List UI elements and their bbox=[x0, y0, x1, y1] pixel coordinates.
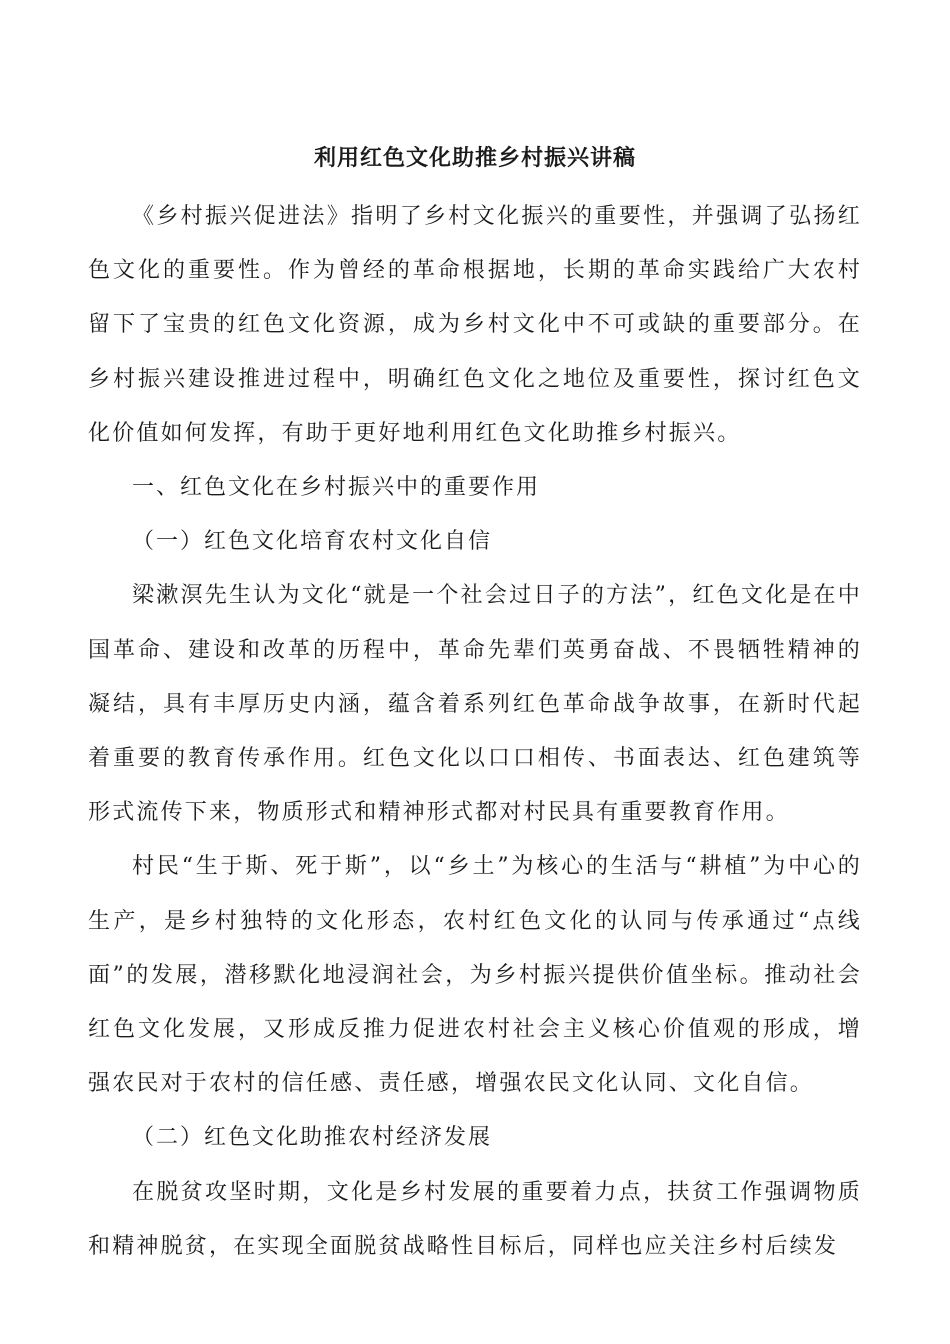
intro-paragraph: 《乡村振兴促进法》指明了乡村文化振兴的重要性，并强调了弘扬红色文化的重要性。作为曾经的革命根据地，长期的革命实践给广大农村留下了宝贵的红色文化资源，成为乡村文化中不可或缺的重要部分。在乡村振兴建设推进过程中，明确红色文化之地位及重要性，探讨红色文化价值如何发挥，有助于更好地利用红色文化助推乡村振兴。 bbox=[88, 204, 862, 446]
subsection-heading-1: （一）红色文化培育农村文化自信 bbox=[132, 529, 493, 555]
subsection-heading-2: （二）红色文化助推农村经济发展 bbox=[132, 1125, 493, 1151]
body-paragraph: 村民“生于斯、死于斯”，以“乡土”为核心的生活与“耕植”为中心的生产，是乡村独特的文化形态，农村红色文化的认同与传承通过“点线面”的发展，潜移默化地浸润社会，为乡村振兴提供价值坐标。推动社会红色文化发展，又形成反推力促进农村社会主义核心价值观的形成，增强农民对于农村的信任感、责任感，增强农民文化认同、文化自信。 bbox=[88, 854, 862, 1097]
section-heading-1: 一、红色文化在乡村振兴中的重要作用 bbox=[132, 475, 541, 501]
body-paragraph: 梁漱溟先生认为文化“就是一个社会过日子的方法”，红色文化是在中国革命、建设和改革的历程中，革命先辈们英勇奋战、不畏牺牲精神的凝结，具有丰厚历史内涵，蕴含着系列红色革命战争故事，在新时代起着重要的教育传承作用。红色文化以口口相传、书面表达、红色建筑等形式流传下来，物质形式和精神形式都对村民具有重要教育作用。 bbox=[88, 583, 862, 826]
document-title: 利用红色文化助推乡村振兴讲稿 bbox=[313, 146, 636, 171]
document-body bbox=[88, 190, 862, 1274]
body-paragraph: 在脱贫攻坚时期，文化是乡村发展的重要着力点，扶贫工作强调物质和精神脱贫，在实现全面脱贫战略性目标后，同样也应关注乡村后续发 bbox=[88, 1179, 862, 1259]
